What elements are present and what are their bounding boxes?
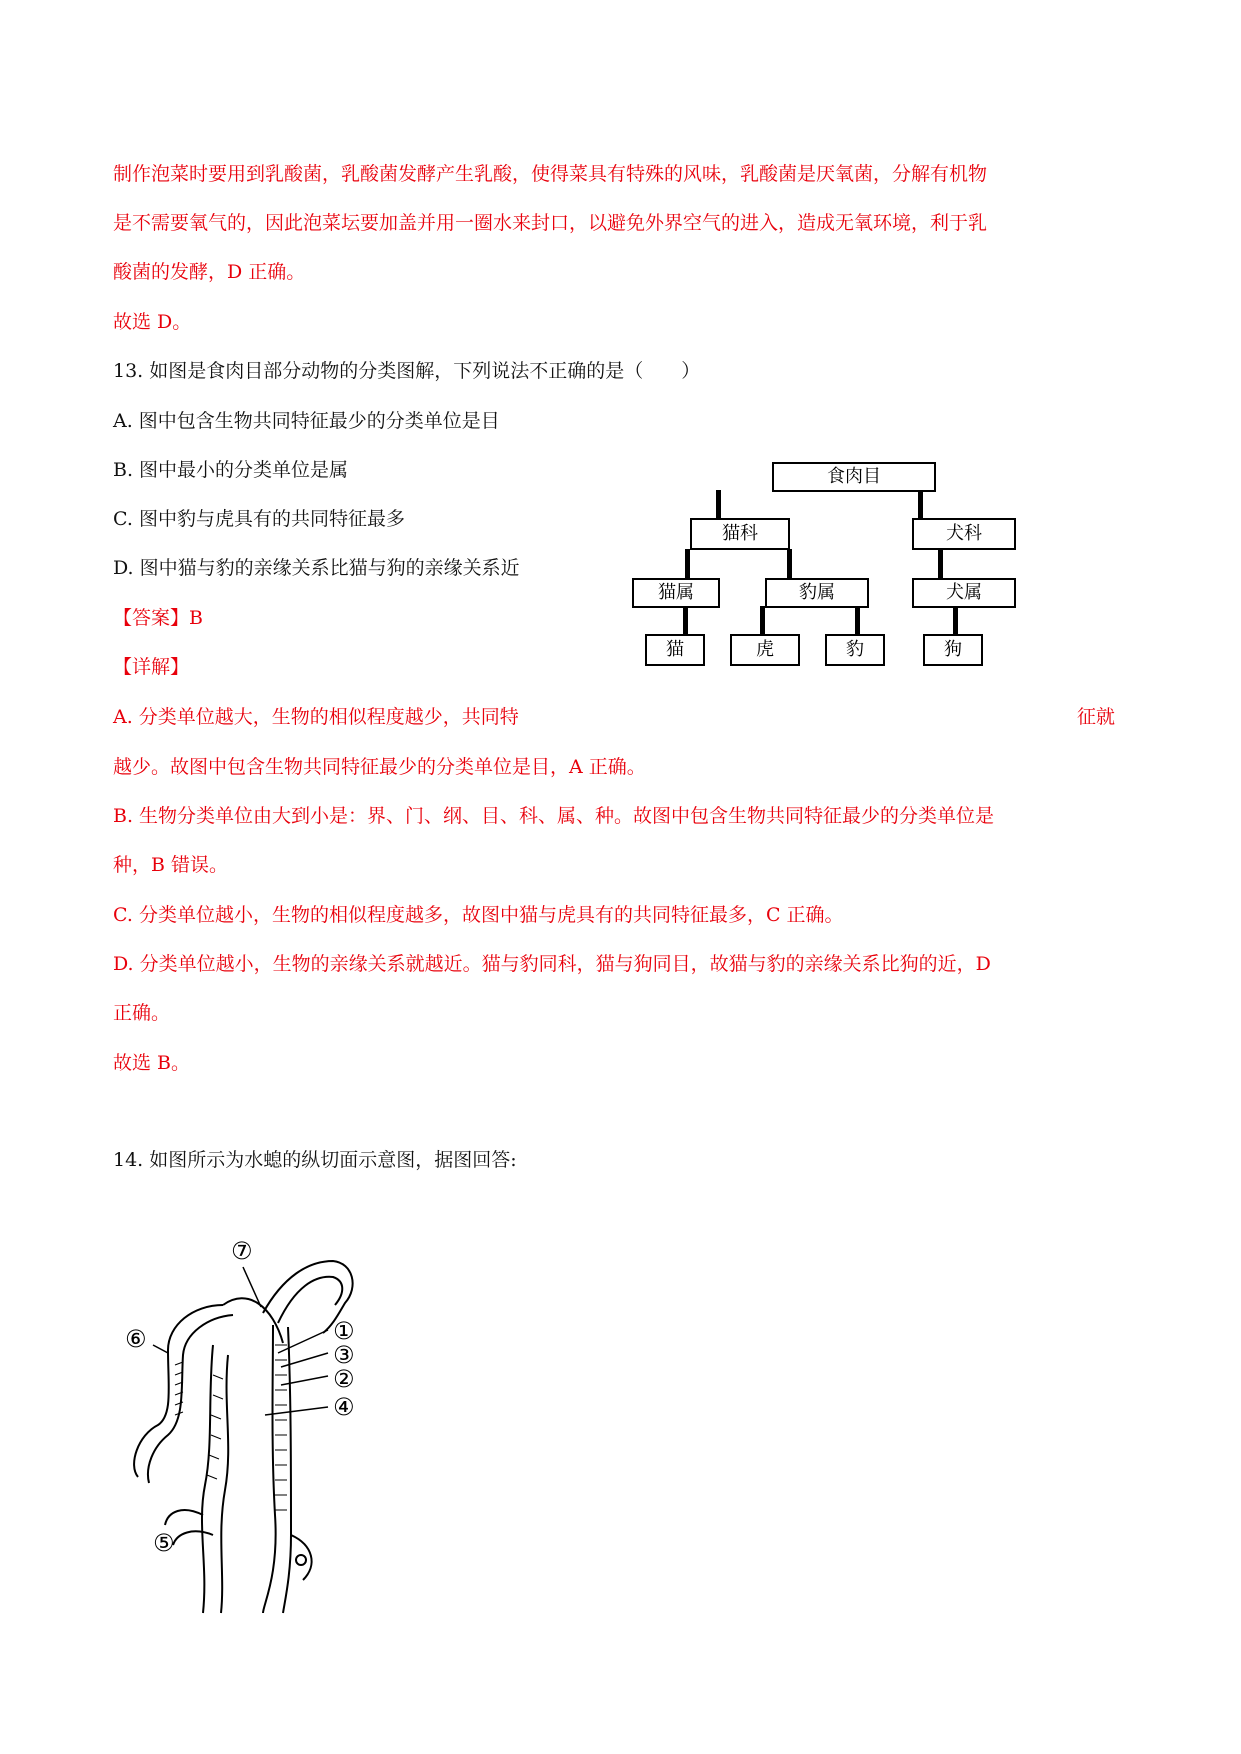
node-species-cat: 猫 (645, 634, 705, 666)
hydra-tentacle-left (223, 1298, 283, 1343)
q13-option-c: C. 图中豹与虎具有的共同特征最多 (113, 508, 405, 530)
q13-option-d: D. 图中猫与豹的亲缘关系比猫与狗的亲缘关系近 (113, 557, 520, 579)
edge-root-dogfamily (918, 490, 923, 520)
q13-detail-label: 【详解】 (113, 656, 190, 678)
label-3: ③ (333, 1341, 355, 1369)
q13-stem: 13. 如图是食肉目部分动物的分类图解，下列说法不正确的是（ ） (113, 360, 701, 382)
q13-detail-c: C. 分类单位越小，生物的相似程度越多，故图中猫与虎具有的共同特征最多，C 正确。 (113, 904, 844, 926)
q13-option-b: B. 图中最小的分类单位是属 (113, 459, 349, 481)
leader-4 (265, 1407, 328, 1415)
q13-conclusion: 故选 B。 (113, 1052, 191, 1074)
q13-detail-a-line-2: 越少。故图中包含生物共同特征最少的分类单位是目，A 正确。 (113, 756, 646, 778)
node-genus-leopard: 豹属 (765, 578, 869, 608)
q13-detail-a-line-1: A. 分类单位越大，生物的相似程度越少，共同特 (113, 706, 519, 728)
q12-explain-line-2: 是不需要氧气的，因此泡菜坛要加盖并用一圈水来封口，以避免外界空气的进入，造成无氧环境，利于乳 (113, 212, 988, 234)
q13-detail-b-line-1: B. 生物分类单位由大到小是：界、门、纲、目、科、属、种。故图中包含生物共同特征最少的分类单位是 (113, 805, 995, 827)
edge-leopardgenus-tiger (760, 606, 765, 636)
classification-tree (630, 462, 1010, 672)
hydra-inner-wall-right (283, 1327, 291, 1613)
q13-detail-b-line-2: 种，B 错误。 (113, 854, 229, 876)
hydra-section-figure (113, 1215, 413, 1615)
label-1: ① (333, 1317, 355, 1345)
node-species-dog: 狗 (923, 634, 983, 666)
edge-doggenus-dog (953, 606, 958, 636)
label-4: ④ (333, 1393, 355, 1421)
q13-answer (113, 606, 203, 630)
edge-leopardgenus-leopard (855, 606, 860, 636)
answer-label: 【答案】 (113, 607, 190, 629)
q12-explain-line-1: 制作泡菜时要用到乳酸菌，乳酸菌发酵产生乳酸，使得菜具有特殊的风味，乳酸菌是厌氧菌，分解有机物 (113, 163, 988, 185)
node-species-tiger: 虎 (730, 634, 800, 666)
q12-explain-line-3: 酸菌的发酵，D 正确。 (113, 261, 306, 283)
hydra-gastric-lining (202, 1345, 213, 1613)
node-order-carnivora: 食肉目 (772, 462, 936, 492)
edge-catfamily-catgenus (685, 549, 690, 579)
q14-stem: 14. 如图所示为水螅的纵切面示意图，据图回答: (113, 1149, 517, 1171)
node-species-leopard: 豹 (825, 634, 885, 666)
node-family-dog: 犬科 (912, 518, 1016, 550)
label-6: ⑥ (125, 1325, 147, 1353)
q12-conclusion: 故选 D。 (113, 311, 192, 333)
label-2: ② (333, 1365, 355, 1393)
q13-option-a: A. 图中包含生物共同特征最少的分类单位是目 (113, 410, 500, 432)
leader-1 (278, 1330, 328, 1353)
edge-catfamily-leopardgenus (787, 549, 792, 579)
edge-dogfamily-doggenus (938, 549, 943, 579)
node-family-cat: 猫科 (690, 518, 790, 550)
leader-6 (153, 1345, 168, 1353)
node-genus-dog: 犬属 (912, 578, 1016, 608)
leader-2 (281, 1376, 328, 1385)
q13-detail-a-line-1-end: 征就 (1077, 706, 1116, 728)
edge-catgenus-cat (683, 606, 688, 636)
hydra-outer-wall-right (263, 1325, 276, 1613)
q13-detail-d-line-1: D. 分类单位越小，生物的亲缘关系就越近。猫与豹同科，猫与狗同目，故猫与豹的亲缘关系比狗的近，D (113, 953, 991, 975)
node-genus-cat: 猫属 (632, 578, 720, 608)
label-7: ⑦ (231, 1237, 253, 1265)
q13-detail-d-line-2: 正确。 (113, 1002, 171, 1024)
edge-root-catfamily (716, 490, 721, 520)
answer-value: B (189, 607, 203, 629)
hydra-inner-wall-left (148, 1315, 233, 1483)
label-5: ⑤ (153, 1529, 175, 1557)
